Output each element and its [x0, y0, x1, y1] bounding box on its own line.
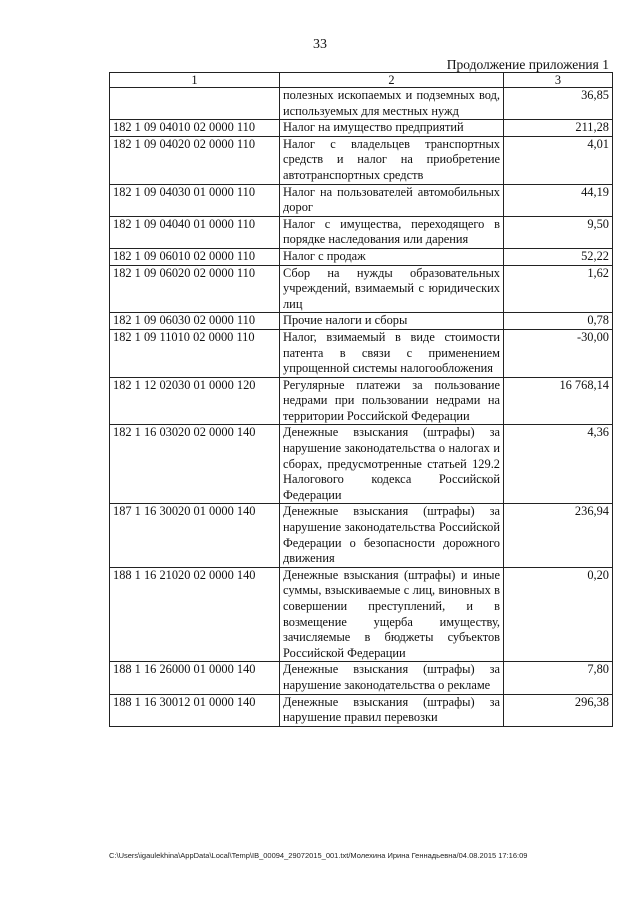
budget-table: [109, 72, 613, 727]
revenue-name: Налог, взимаемый в виде стоимости патента в связи с применением упрощенной системы налогообложения: [280, 329, 504, 377]
table-row: [110, 567, 613, 662]
table-row: [110, 377, 613, 425]
file-path-footer: C:\Users\igaulekhina\AppData\Local\Temp\IB_00094_29072015_001.txt/Молехина Ирина Геннадьевна/04.08.2015 17:16:09: [109, 851, 528, 860]
revenue-name: Налог с продаж: [280, 248, 504, 265]
amount: 0,78: [504, 313, 613, 330]
budget-code: 182 1 09 06030 02 0000 110: [110, 313, 280, 330]
column-header: 2: [280, 73, 504, 88]
amount: 44,19: [504, 184, 613, 216]
amount: 36,85: [504, 88, 613, 120]
revenue-name: Денежные взыскания (штрафы) за нарушение законодательства о рекламе: [280, 662, 504, 694]
table-row: [110, 248, 613, 265]
table-row: [110, 504, 613, 567]
table-row: [110, 88, 613, 120]
page-number: 33: [313, 37, 327, 52]
amount: -30,00: [504, 329, 613, 377]
amount: 1,62: [504, 265, 613, 313]
budget-code: 188 1 16 30012 01 0000 140: [110, 694, 280, 726]
amount: 9,50: [504, 216, 613, 248]
column-header: 1: [110, 73, 280, 88]
continuation-label: Продолжение приложения 1: [446, 57, 609, 72]
budget-code: [110, 88, 280, 120]
budget-code: 182 1 12 02030 01 0000 120: [110, 377, 280, 425]
budget-code: 182 1 09 06020 02 0000 110: [110, 265, 280, 313]
amount: 4,01: [504, 136, 613, 184]
amount: 236,94: [504, 504, 613, 567]
amount: 52,22: [504, 248, 613, 265]
revenue-name: Денежные взыскания (штрафы) за нарушение правил перевозки: [280, 694, 504, 726]
table-row: [110, 313, 613, 330]
budget-code: 182 1 09 11010 02 0000 110: [110, 329, 280, 377]
amount: 16 768,14: [504, 377, 613, 425]
revenue-name: Налог на имущество предприятий: [280, 120, 504, 137]
amount: 4,36: [504, 425, 613, 504]
budget-code: 188 1 16 26000 01 0000 140: [110, 662, 280, 694]
budget-code: 182 1 16 03020 02 0000 140: [110, 425, 280, 504]
table-row: [110, 216, 613, 248]
table-header-row: [110, 73, 613, 88]
table-row: [110, 425, 613, 504]
revenue-name: Налог с владельцев транспортных средств и налог на приобретение автотранспортных средств: [280, 136, 504, 184]
budget-code: 188 1 16 21020 02 0000 140: [110, 567, 280, 662]
budget-code: 182 1 09 06010 02 0000 110: [110, 248, 280, 265]
column-header: 3: [504, 73, 613, 88]
amount: 211,28: [504, 120, 613, 137]
table-row: [110, 662, 613, 694]
revenue-name: Регулярные платежи за пользование недрами при пользовании недрами на территории Российской Федерации: [280, 377, 504, 425]
amount: 7,80: [504, 662, 613, 694]
amount: 0,20: [504, 567, 613, 662]
table-row: [110, 694, 613, 726]
table-row: [110, 265, 613, 313]
budget-code: 182 1 09 04020 02 0000 110: [110, 136, 280, 184]
revenue-name: Прочие налоги и сборы: [280, 313, 504, 330]
amount: 296,38: [504, 694, 613, 726]
budget-code: 182 1 09 04040 01 0000 110: [110, 216, 280, 248]
revenue-name: Налог на пользователей автомобильных дорог: [280, 184, 504, 216]
budget-code: 182 1 09 04030 01 0000 110: [110, 184, 280, 216]
revenue-name: Налог с имущества, переходящего в порядке наследования или дарения: [280, 216, 504, 248]
revenue-name: Денежные взыскания (штрафы) за нарушение законодательства Российской Федерации о безопасности дорожного движения: [280, 504, 504, 567]
revenue-name: полезных ископаемых и подземных вод, используемых для местных нужд: [280, 88, 504, 120]
revenue-name: Сбор на нужды образовательных учреждений, взимаемый с юридических лиц: [280, 265, 504, 313]
table-row: [110, 329, 613, 377]
table-row: [110, 136, 613, 184]
revenue-name: Денежные взыскания (штрафы) и иные суммы, взыскиваемые с лиц, виновных в совершении преступлений, и в возмещение ущерба имуществу, зачисляемые в бюджеты субъектов Российской Федерации: [280, 567, 504, 662]
table-row: [110, 120, 613, 137]
revenue-name: Денежные взыскания (штрафы) за нарушение законодательства о налогах и сборах, предусмотренные статьей 129.2 Налогового кодекса Российской Федерации: [280, 425, 504, 504]
budget-code: 187 1 16 30020 01 0000 140: [110, 504, 280, 567]
budget-code: 182 1 09 04010 02 0000 110: [110, 120, 280, 137]
table-row: [110, 184, 613, 216]
